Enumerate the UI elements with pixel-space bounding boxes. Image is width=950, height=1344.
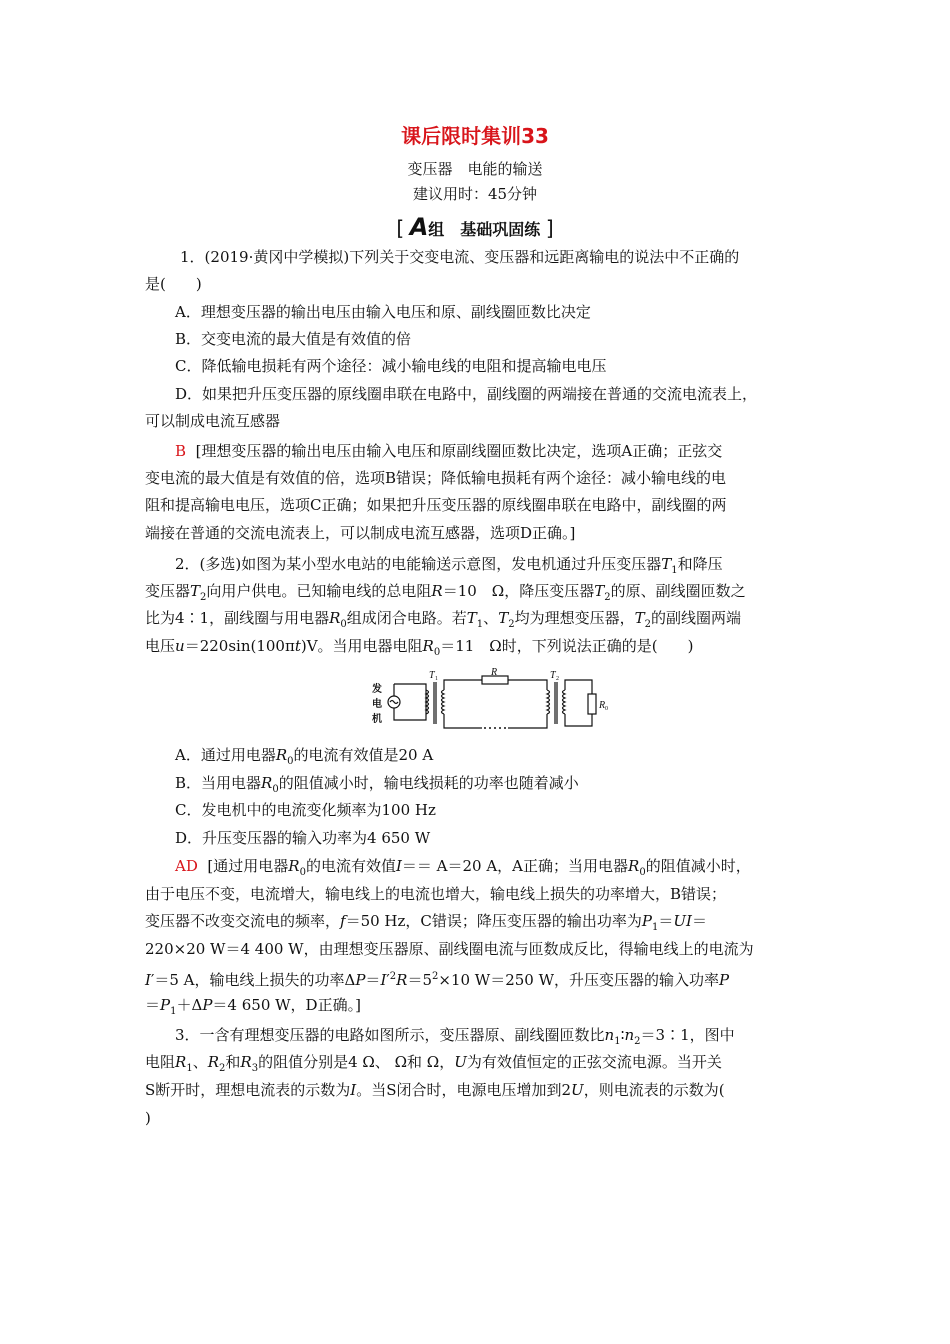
symbol-u-upper: U [454, 1053, 467, 1071]
symbol-u-upper: U [571, 1081, 584, 1099]
symbol-r: R [175, 1053, 187, 1071]
symbol-t: T [466, 609, 477, 627]
q2-text: ＋Δ [176, 996, 203, 1014]
transmission-wire-bottom-right [508, 714, 547, 728]
group-label: 组 基础巩固练 [428, 220, 541, 239]
q2-option-c: C．发电机中的电流变化频率为100 Hz [175, 801, 436, 819]
symbol-r: R [261, 774, 273, 792]
q2-text: 均为理想变压器， [514, 609, 635, 627]
q2-text: ＝50 Hz，C错误；降压变压器的输出功率为 [345, 912, 642, 930]
q3-stem-line1 [175, 1025, 735, 1052]
subscript: 2 [634, 1036, 641, 1047]
q1-exp-text1: [理想变压器的输出电压由输入电压和原副线圈匝数比决定，选项A正确；正弦交 [195, 442, 723, 460]
t1-primary-coil [426, 690, 429, 714]
transmission-wire-bottom-left [444, 714, 482, 728]
q2-text: 和降压 [677, 555, 723, 573]
q1-option-a: A．理想变压器的输出电压由输入电压和原、副线圈匝数比决定 [175, 303, 591, 321]
subscript: 1 [614, 1036, 621, 1047]
symbol-r: R [240, 1053, 252, 1071]
q1-option-c: C．降低输电损耗有两个途径：减小输电线的电阻和提高输电电压 [175, 357, 607, 375]
q3-text: 3．一含有理想变压器的电路如图所示，变压器原、副线圈匝数比 [175, 1026, 605, 1044]
q3-text: 电阻 [145, 1053, 176, 1071]
symbol-i: I [145, 971, 151, 989]
t1-label: T [429, 670, 435, 681]
q2-text: ＝ [691, 912, 707, 930]
q1-explanation-line4: 端接在普通的交流电流表上，可以制成电流互感器，选项D正确。] [145, 524, 576, 542]
symbol-r: R [628, 857, 640, 875]
superscript: 2 [389, 971, 397, 982]
q2-text: [通过用电器 [207, 857, 289, 875]
q3-text: 、 [192, 1053, 208, 1071]
time-hint: 建议用时：45分钟 [412, 185, 538, 203]
q2-text: 变压器 [145, 582, 191, 600]
q3-text: 的阻值分别是4 Ω、 Ω和 Ω， [258, 1053, 455, 1071]
symbol-r: R [288, 857, 300, 875]
t2-label-sub: 2 [556, 676, 559, 682]
q2-text: ＝220sin(100π [184, 637, 295, 655]
symbol-p: P [160, 996, 171, 1014]
q1-option-b: B．交变电流的最大值是有效值的倍 [175, 330, 412, 348]
q2-explanation-line1 [175, 856, 751, 883]
subscript: 1 [170, 1006, 177, 1017]
load-wire-bottom [565, 714, 592, 726]
resistor-r0 [588, 694, 596, 714]
power-transmission-circuit-figure [372, 668, 622, 734]
q1-explanation-line2: 变电流的最大值是有效值的倍，选项B错误；降低输电损耗有两个途径：减小输电线的电 [145, 469, 727, 487]
q3-stem-line4: ) [145, 1109, 151, 1127]
r-label: R [491, 668, 498, 678]
q3-text: ＝3∶1，图中 [640, 1026, 735, 1044]
q2-text: 的电流有效值 [305, 857, 396, 875]
symbol-t: T [498, 609, 509, 627]
q2-explanation-line6 [145, 995, 361, 1022]
q2-option-d: D．升压变压器的输入功率为4 650 W [175, 829, 431, 847]
symbol-t: T [634, 609, 645, 627]
symbol-p: P [719, 971, 730, 989]
generator-label-1: 发 [372, 684, 382, 695]
symbol-r: R [329, 609, 341, 627]
symbol-r: R [396, 971, 408, 989]
q3-text: 和 [225, 1053, 241, 1071]
q2-stem-line1 [175, 554, 723, 581]
q2-text: ＝ [145, 996, 161, 1014]
q2-explanation-line2: 由于电压不变，电流增大，输电线上的电流也增大，输电线上损失的功率增大，B错误； [145, 885, 727, 903]
q1-option-d-line1: D．如果把升压变压器的原线圈串联在电路中，副线圈的两端接在普通的交流电流表上， [175, 385, 758, 403]
q2-text: ＝4 650 W，D正确。] [212, 996, 361, 1014]
t1-label-sub: 1 [435, 676, 438, 682]
symbol-p: P [202, 996, 213, 1014]
symbol-r: R [431, 582, 443, 600]
subscript: 1 [476, 619, 484, 630]
topic-subtitle: 变压器 电能的输送 [407, 160, 543, 178]
q2-text: ＝ [365, 971, 381, 989]
symbol-i: I [395, 857, 402, 875]
q2-text: A．通过用电器 [175, 746, 276, 764]
symbol-r: R [207, 1053, 219, 1071]
symbol-i: I [686, 912, 692, 930]
q2-text: 的副线圈两端 [650, 609, 741, 627]
q2-text: 的电流有效值是20 A [293, 746, 434, 764]
symbol-i: I [380, 971, 387, 989]
subscript: 2 [219, 1063, 226, 1074]
q2-text: 2．(多选)如图为某小型水电站的电能输送示意图，发电机通过升压变压器 [175, 555, 662, 573]
symbol-r: R [275, 746, 288, 764]
r0-label: R [599, 700, 606, 711]
symbol-t-time: t [294, 637, 301, 655]
q2-explanation-line3 [145, 911, 707, 938]
q2-text: ′ [386, 971, 390, 989]
q2-text: 变压器不改变交流电的频率， [145, 912, 341, 930]
q2-option-b [175, 773, 579, 800]
symbol-u-upper: U [673, 912, 687, 930]
q2-text: ＝5 [407, 971, 432, 989]
subscript: 1 [652, 922, 659, 933]
symbol-t: T [594, 582, 605, 600]
q2-text: B．当用电器 [175, 774, 262, 792]
subscript: 2 [604, 592, 611, 603]
q3-stem-line2 [145, 1052, 722, 1079]
q2-explanation-line5 [145, 967, 729, 990]
q2-text: ＝10 Ω，降压变压器 [442, 582, 595, 600]
q2-text: 的原、副线圈匝数之 [610, 582, 746, 600]
q2-stem-line2 [145, 581, 746, 608]
q3-text: ，则电流表的示数为( [583, 1081, 725, 1099]
q2-text: ×10 W＝250 W，升压变压器的输入功率 [438, 971, 720, 989]
t2-primary-coil [547, 690, 550, 714]
subscript: 0 [299, 867, 306, 878]
q3-text: 为有效值恒定的正弦交流电源。当开关 [466, 1053, 722, 1071]
transmission-wire-top-left [444, 680, 482, 690]
superscript: 2 [432, 971, 439, 982]
t2-secondary-coil [563, 690, 566, 714]
subscript: 0 [433, 647, 441, 658]
q3-stem-line3 [145, 1080, 725, 1100]
bracket-right: ] [545, 216, 554, 240]
q2-text: ＝11 Ω时，下列说法正确的是( ) [440, 637, 694, 655]
group-letter: A [409, 213, 429, 241]
q2-text: )V。当用电器电阻 [300, 637, 423, 655]
symbol-t: T [661, 555, 672, 573]
q1-answer: B [175, 442, 187, 460]
q1-stem-line1: 1．(2019·黄冈中学模拟)下列关于交变电流、变压器和远距离输电的说法中不正确的 [180, 248, 740, 266]
section-header [0, 213, 950, 241]
symbol-ui [673, 912, 692, 930]
q2-text: ＝＝ A＝20 A，A正确；当用电器 [401, 857, 629, 875]
q1-stem-line2: 是( ) [145, 275, 202, 293]
subscript: 2 [644, 619, 651, 630]
q2-text: 向用户供电。已知输电线的总电阻 [206, 582, 432, 600]
q2-stem-line3 [145, 608, 741, 635]
q2-text: 组成闭合电路。若 [346, 609, 467, 627]
q2-option-a [175, 745, 433, 772]
symbol-p: P [641, 912, 652, 930]
generator-label-2: 电 [372, 699, 382, 710]
q2-answer: AD [175, 857, 198, 875]
q2-text: ′＝5 A，输电线上损失的功率Δ [150, 971, 356, 989]
q2-text: 的阻值减小时， [645, 857, 751, 875]
q1-option-d-line2: 可以制成电流互感器 [145, 412, 281, 430]
symbol-n: n [624, 1026, 635, 1044]
t1-secondary-coil [442, 690, 445, 714]
q2-text: 、 [483, 609, 499, 627]
q1-explanation-line3: 阻和提高输电电压，选项C正确；如果把升压变压器的原线圈串联在电路中，副线圈的两 [145, 496, 727, 514]
bracket-left: [ [396, 216, 405, 240]
symbol-t: T [190, 582, 201, 600]
symbol-f: f [340, 912, 346, 930]
q2-text: 比为4∶1，副线圈与用电器 [145, 609, 330, 627]
subscript: 0 [340, 619, 347, 630]
subscript: 1 [186, 1063, 193, 1074]
q2-text: 的阻值减小时，输电线损耗的功率也随着减小 [278, 774, 579, 792]
q1-explanation-line1 [175, 441, 722, 461]
subscript: 2 [508, 619, 515, 630]
symbol-u: u [175, 637, 185, 655]
subscript: 0 [639, 867, 646, 878]
subscript: 2 [200, 592, 207, 603]
subscript: 3 [251, 1063, 259, 1074]
symbol-r: R [422, 637, 434, 655]
page-title: 课后限时集训33 [401, 124, 549, 148]
q3-text: S断开时，理想电流表的示数为 [145, 1081, 351, 1099]
q2-text: 电压 [145, 637, 176, 655]
subscript: 1 [671, 565, 678, 576]
r0-label-sub: 0 [605, 706, 608, 712]
transmission-wire-top-right [508, 680, 547, 690]
q3-text: ∶ [620, 1026, 625, 1044]
q2-stem-line4 [145, 636, 693, 663]
symbol-p: P [355, 971, 366, 989]
q2-text: ＝ [658, 912, 674, 930]
subscript: 0 [287, 756, 294, 767]
generator-label-3: 机 [372, 714, 382, 725]
symbol-i: I [350, 1081, 357, 1099]
subscript: 0 [272, 784, 279, 795]
symbol-n: n [604, 1026, 615, 1044]
q2-explanation-line4: 220×20 W＝4 400 W，由理想变压器原、副线圈电流与匝数成反比，得输电线上的电流为 [145, 940, 754, 958]
t2-label: T [550, 670, 556, 681]
q3-text: 。当S闭合时，电源电压增加到2 [356, 1081, 572, 1099]
load-wire-top [565, 680, 592, 694]
